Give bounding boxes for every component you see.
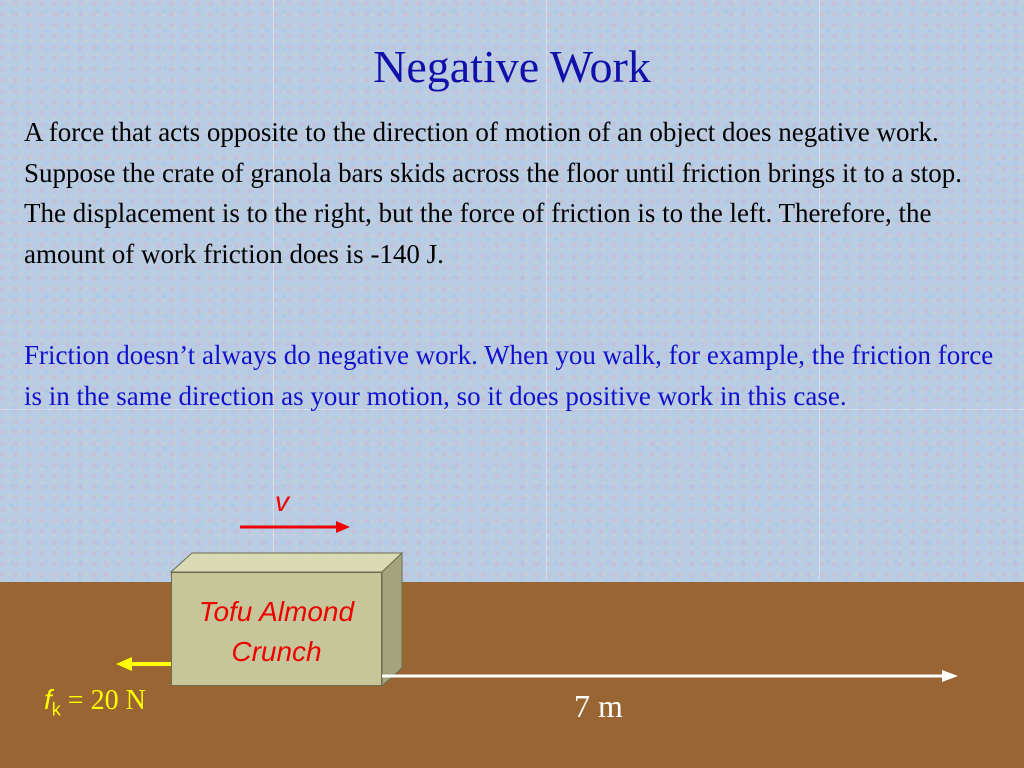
friction-label — [44, 684, 146, 721]
paragraph-negative-work: A force that acts opposite to the direction of motion of an object does negative work. Suppose the crate of granola bars skids across the floor until friction brings it to a stop. The displacement is to the right, but the force of friction is to the left. Therefore, the amount of work friction does is -140 J. — [24, 117, 963, 269]
crate-top-face — [171, 553, 402, 572]
velocity-label: v — [275, 486, 289, 517]
paragraph-friction-note: Friction doesn’t always do negative work. When you walk, for example, the friction force is in the same direction as your motion, so it does positive work in this case. — [24, 340, 994, 411]
crate-side-face — [382, 553, 402, 686]
crate-label-line-2: Crunch — [231, 636, 322, 667]
friction-arrowhead — [116, 657, 132, 671]
friction-subscript: k — [51, 699, 61, 720]
crate-label — [171, 592, 382, 672]
friction-value: = 20 N — [60, 685, 146, 716]
displacement-label: 7 m — [574, 688, 623, 724]
friction-symbol: f — [44, 684, 52, 715]
crate-label-line-1: Tofu Almond — [198, 596, 355, 627]
velocity-arrowhead — [336, 521, 350, 533]
displacement-arrowhead — [942, 670, 958, 682]
slide-title: Negative Work — [373, 41, 651, 92]
